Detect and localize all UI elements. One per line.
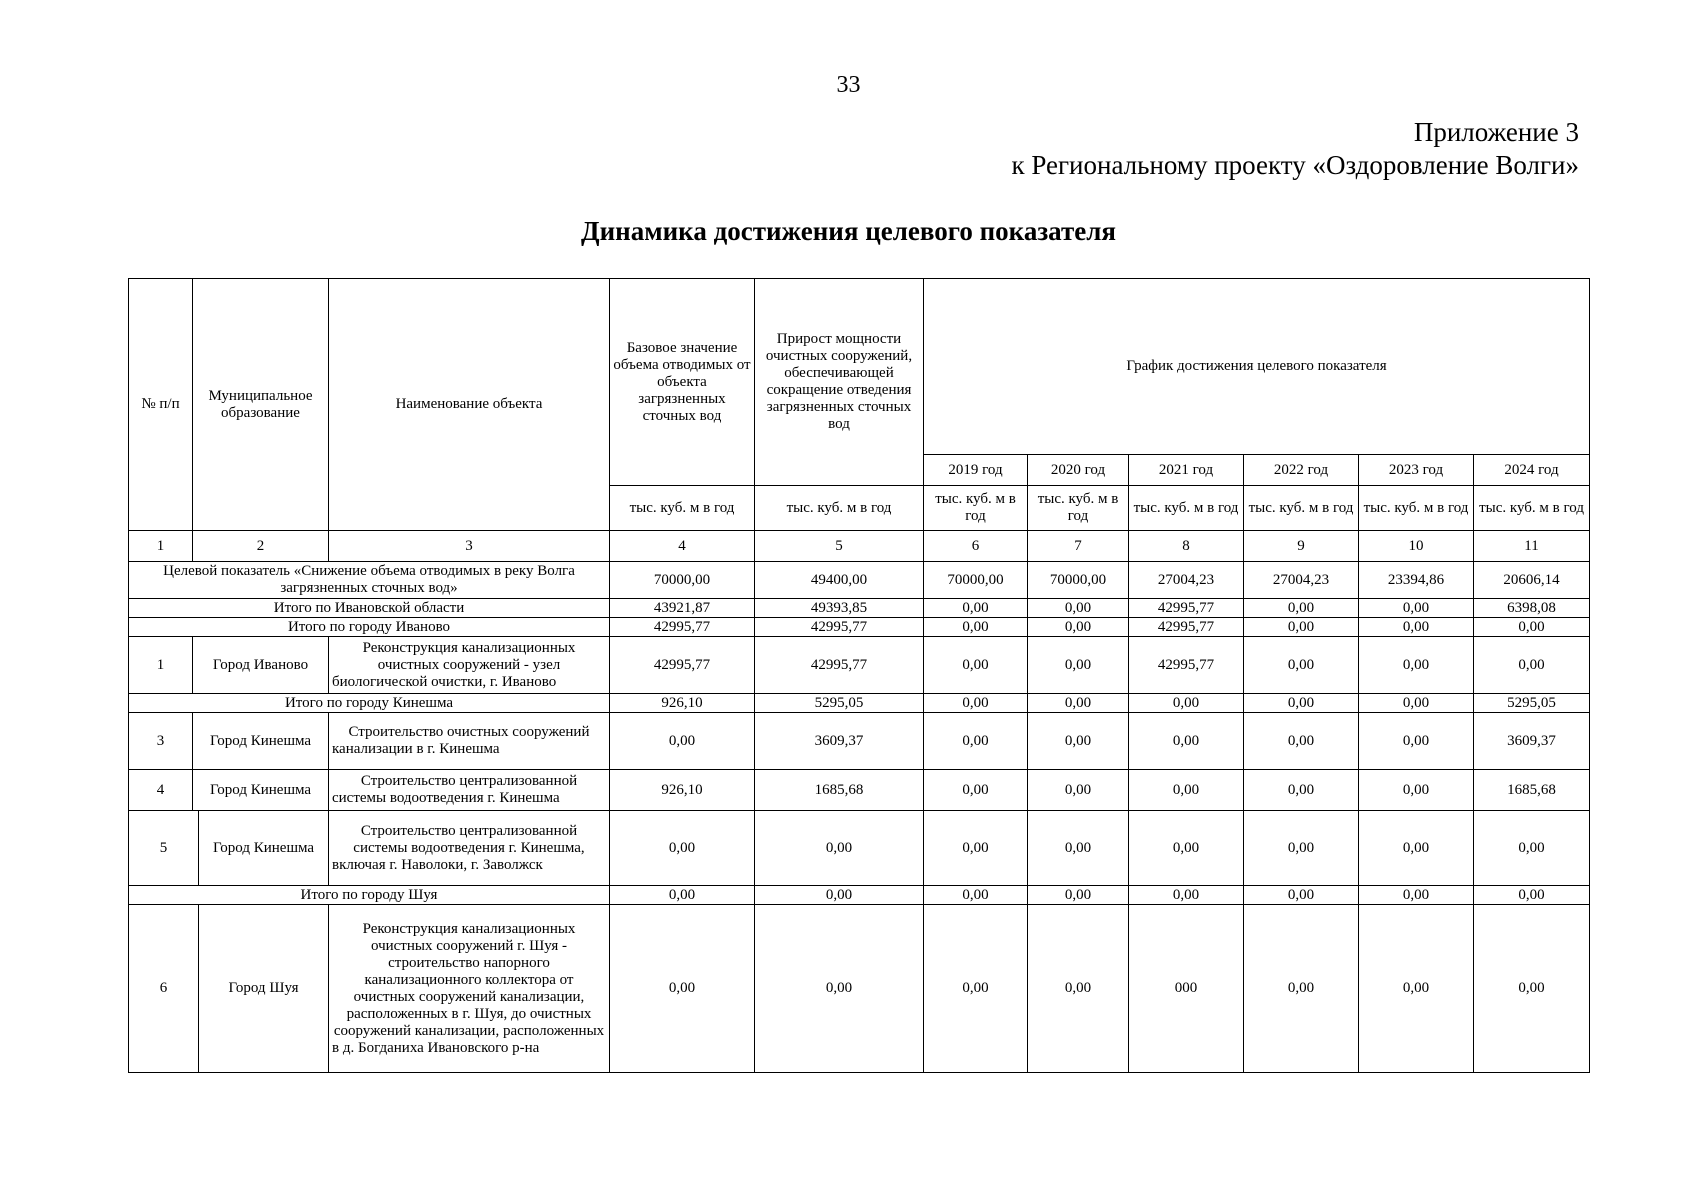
row-label: Итого по городу Кинешма [129,694,610,713]
row-number: 4 [129,770,193,811]
cell-value: 0,00 [1028,905,1129,1073]
cell-value: 0,00 [1028,599,1129,618]
cell-value: 0,00 [1359,713,1474,770]
cell-value: 6398,08 [1474,599,1590,618]
column-number: 7 [1028,531,1129,562]
cell-value: 0,00 [1244,599,1359,618]
cell-value: 0,00 [924,694,1028,713]
cell-value: 0,00 [1244,713,1359,770]
column-number: 11 [1474,531,1590,562]
row-object: Строительство очистных сооружений канализации в г. Кинешма [329,713,610,770]
column-number: 5 [755,531,924,562]
table-row [129,770,1590,811]
cell-value: 0,00 [1244,905,1359,1073]
cell-value: 42995,77 [610,637,755,694]
cell-value: 926,10 [610,770,755,811]
cell-value: 0,00 [1028,618,1129,637]
total-row [129,599,1590,618]
cell-value: 0,00 [1474,905,1590,1073]
row-object: Строительство централизованной системы водоотведения г. Кинешма, включая г. Наволоки, г. Заволжск [329,811,610,886]
cell-value: 0,00 [1244,811,1359,886]
document-title: Динамика достижения целевого показателя [581,216,1116,246]
cell-value: 0,00 [1359,618,1474,637]
cell-value: 0,00 [1129,886,1244,905]
header-unit: тыс. куб. м в год [1028,486,1129,531]
cell-value: 3609,37 [755,713,924,770]
column-numbers-row [129,531,1590,562]
cell-value: 0,00 [1028,886,1129,905]
row-municipality: Город Кинешма [193,713,329,770]
cell-value: 43921,87 [610,599,755,618]
cell-value: 0,00 [924,770,1028,811]
cell-value: 1685,68 [1474,770,1590,811]
cell-value: 0,00 [924,599,1028,618]
cell-value: 0,00 [1028,694,1129,713]
row-number: 6 [129,905,199,1073]
total-row [129,694,1590,713]
cell-value: 0,00 [1129,770,1244,811]
cell-value: 20606,14 [1474,562,1590,599]
table-row [129,905,1590,1073]
cell-value: 0,00 [610,886,755,905]
header-object-name: Наименование объекта [329,279,610,531]
header-unit: тыс. куб. м в год [1244,486,1359,531]
header-unit: тыс. куб. м в год [1129,486,1244,531]
cell-value: 0,00 [1359,886,1474,905]
header-year: 2020 год [1028,455,1129,486]
column-number: 9 [1244,531,1359,562]
header-year: 2024 год [1474,455,1590,486]
header-unit: тыс. куб. м в год [610,486,755,531]
header-year: 2021 год [1129,455,1244,486]
row-number: 5 [129,811,199,886]
cell-value: 0,00 [1028,770,1129,811]
target-indicator-row [129,562,1590,599]
cell-value: 0,00 [1129,694,1244,713]
row-label: Итого по Ивановской области [129,599,610,618]
cell-value: 0,00 [1244,637,1359,694]
header-municipality: Муниципальное образование [193,279,329,531]
column-number: 1 [129,531,193,562]
target-indicator-table [128,278,1590,1073]
cell-value: 42995,77 [1129,637,1244,694]
cell-value: 0,00 [1129,713,1244,770]
cell-value: 0,00 [1244,694,1359,713]
row-municipality: Город Шуя [199,905,329,1073]
cell-value: 0,00 [755,886,924,905]
cell-value: 27004,23 [1129,562,1244,599]
cell-value: 0,00 [1244,770,1359,811]
cell-value: 000 [1129,905,1244,1073]
row-label: Итого по городу Шуя [129,886,610,905]
cell-value: 70000,00 [610,562,755,599]
cell-value: 0,00 [1474,618,1590,637]
cell-value: 5295,05 [1474,694,1590,713]
column-number: 6 [924,531,1028,562]
cell-value: 23394,86 [1359,562,1474,599]
cell-value: 0,00 [755,905,924,1073]
column-number: 3 [329,531,610,562]
table-row [129,811,1590,886]
cell-value: 0,00 [610,905,755,1073]
cell-value: 0,00 [924,886,1028,905]
cell-value: 0,00 [1359,811,1474,886]
row-number: 1 [129,637,193,694]
header-num: № п/п [129,279,193,531]
row-municipality: Город Иваново [193,637,329,694]
header-unit: тыс. куб. м в год [755,486,924,531]
row-object: Строительство централизованной системы водоотведения г. Кинешма [329,770,610,811]
cell-value: 42995,77 [1129,599,1244,618]
cell-value: 0,00 [610,713,755,770]
row-number: 3 [129,713,193,770]
cell-value: 0,00 [1244,618,1359,637]
cell-value: 1685,68 [755,770,924,811]
column-number: 4 [610,531,755,562]
cell-value: 70000,00 [1028,562,1129,599]
page-number: 33 [836,72,861,98]
cell-value: 0,00 [1028,637,1129,694]
cell-value: 0,00 [1028,811,1129,886]
header-year: 2023 год [1359,455,1474,486]
cell-value: 27004,23 [1244,562,1359,599]
cell-value: 0,00 [1359,599,1474,618]
cell-value: 49393,85 [755,599,924,618]
cell-value: 49400,00 [755,562,924,599]
column-number: 10 [1359,531,1474,562]
appendix-note [1011,116,1579,182]
cell-value: 0,00 [1359,694,1474,713]
header-row [129,279,1590,455]
cell-value: 0,00 [1359,770,1474,811]
column-number: 2 [193,531,329,562]
header-capacity-growth: Прирост мощности очистных сооружений, обеспечивающей сокращение отведения загрязненных сточных вод [755,279,924,486]
header-unit: тыс. куб. м в год [924,486,1028,531]
cell-value: 3609,37 [1474,713,1590,770]
header-unit: тыс. куб. м в год [1474,486,1590,531]
cell-value: 0,00 [1474,811,1590,886]
cell-value: 0,00 [1474,637,1590,694]
cell-value: 0,00 [1244,886,1359,905]
header-year: 2022 год [1244,455,1359,486]
column-number: 8 [1129,531,1244,562]
table-row [129,637,1590,694]
row-label: Итого по городу Иваново [129,618,610,637]
row-municipality: Город Кинешма [193,770,329,811]
header-unit: тыс. куб. м в год [1359,486,1474,531]
appendix-line-2: к Региональному проекту «Оздоровление Волги» [1011,150,1579,180]
row-object: Реконструкция канализационных очистных сооружений - узел биологической очистки, г. Иваново [329,637,610,694]
cell-value: 42995,77 [755,637,924,694]
cell-value: 0,00 [924,905,1028,1073]
table-row [129,713,1590,770]
total-row [129,886,1590,905]
cell-value: 42995,77 [610,618,755,637]
header-year: 2019 год [924,455,1028,486]
row-object: Реконструкция канализационных очистных сооружений г. Шуя - строительство напорного канализационного коллектора от очистных сооружений канализации, расположенных в г. Шуя, до очистных сооружений канализации, расположенных в д. Богданиха Ивановского р-на [329,905,610,1073]
cell-value: 0,00 [924,637,1028,694]
cell-value: 0,00 [924,618,1028,637]
cell-value: 42995,77 [755,618,924,637]
cell-value: 42995,77 [1129,618,1244,637]
cell-value: 0,00 [610,811,755,886]
cell-value: 5295,05 [755,694,924,713]
cell-value: 926,10 [610,694,755,713]
header-schedule: График достижения целевого показателя [924,279,1590,455]
cell-value: 0,00 [755,811,924,886]
row-municipality: Город Кинешма [199,811,329,886]
cell-value: 70000,00 [924,562,1028,599]
cell-value: 0,00 [924,713,1028,770]
cell-value: 0,00 [1359,637,1474,694]
header-base-value: Базовое значение объема отводимых от объекта загрязненных сточных вод [610,279,755,486]
cell-value: 0,00 [1474,886,1590,905]
row-label: Целевой показатель «Снижение объема отводимых в реку Волга загрязненных сточных вод» [129,562,610,599]
appendix-line-1: Приложение 3 [1413,117,1579,147]
cell-value: 0,00 [1359,905,1474,1073]
total-row [129,618,1590,637]
cell-value: 0,00 [924,811,1028,886]
cell-value: 0,00 [1129,811,1244,886]
cell-value: 0,00 [1028,713,1129,770]
